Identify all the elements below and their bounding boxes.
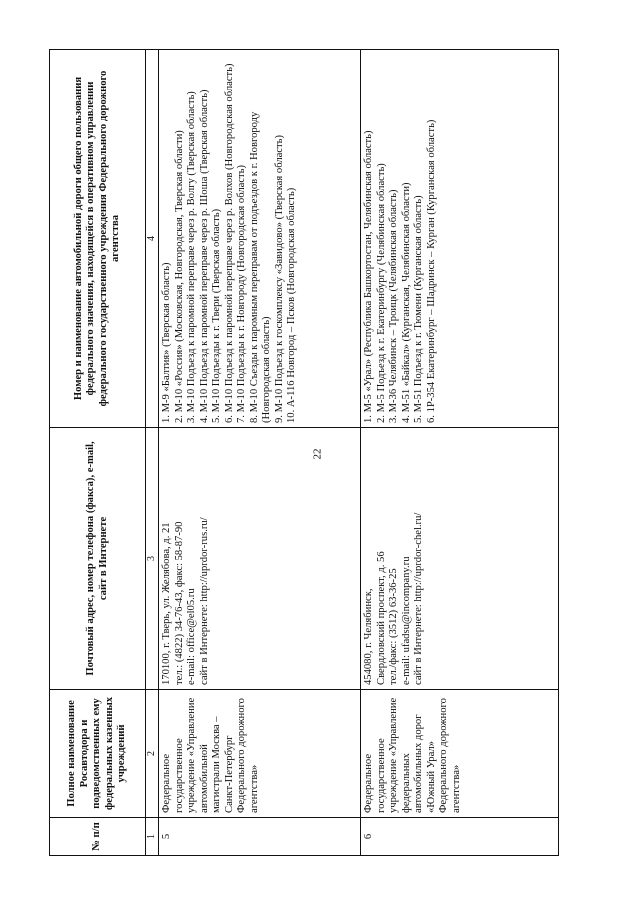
column-index: 2 bbox=[146, 690, 159, 818]
column-index: 1 bbox=[146, 818, 159, 856]
road-list bbox=[159, 50, 361, 428]
road-item: 5. М-51 Подъезд к г. Тюмени (Курганская область) bbox=[413, 195, 424, 423]
column-index: 4 bbox=[146, 50, 159, 428]
contact-line: 170100, г. Тверь, ул. Желябова, д. 21 bbox=[161, 522, 172, 685]
column-index-row bbox=[146, 50, 159, 856]
header-name: Полное наименование Росавтодора и подведомственных ему федеральных казенных учреждений bbox=[50, 690, 146, 818]
contact-line: Свердловский проспект, д. 56 bbox=[375, 551, 387, 685]
row-number: 6 bbox=[361, 818, 559, 856]
agencies-table bbox=[49, 49, 559, 856]
road-item: 6. М-10 Подъезд к паромной переправе через р. Волхов (Новгородская область) bbox=[223, 63, 235, 423]
header-roads: Номер и наименование автомобильной дороги общего пользования федерального значения, находящейся в оперативном управлении федерального государственного учреждения Федерального дорожного агентства bbox=[50, 50, 146, 428]
contact-line: 454080, г. Челябинск, bbox=[363, 588, 374, 685]
road-item: 7. М-10 Подъезды к г. Новгороду (Новгородская область) bbox=[236, 164, 247, 423]
road-item: 8. М-10 Съезды к паромным переправам от подъездов к г. Новгороду (Новгородская область) bbox=[248, 111, 272, 423]
table-row bbox=[159, 50, 361, 856]
road-item: 3. М-10 Подъезд к паромной переправе через р. Волгу (Тверская область) bbox=[186, 91, 197, 423]
road-item: 6. 1Р-354 Екатеринбург – Шадринск – Курган (Курганская область) bbox=[425, 119, 437, 423]
table-row bbox=[361, 50, 559, 856]
page-number: 22 bbox=[311, 448, 324, 460]
road-item: 10. А-116 Новгород – Псков (Новгородская область) bbox=[286, 187, 297, 423]
agency-name: Федеральное государственное учреждение «Управление автомобильной магистрали Москва – Санкт-Петербург Федерального дорожного агентства» bbox=[159, 690, 361, 818]
road-item: 4. М-10 Подъезд к паромной переправе через р. Шоша (Тверская область) bbox=[198, 89, 210, 423]
road-item: 4. М-51 «Байкал» (Курганская, Челябинская области) bbox=[400, 182, 412, 423]
road-item: 3. М-36 Челябинск – Троицк (Челябинская область) bbox=[388, 189, 399, 423]
road-item: 9. М-10 Подъезд к госкомплексу «Завидово» (Тверская область) bbox=[273, 134, 285, 423]
contact-line: тел./факс: (3512) 63-36-25 bbox=[388, 568, 399, 685]
table-header-row bbox=[50, 50, 146, 856]
contact-line: e-mail: office@el05.ru bbox=[186, 588, 197, 685]
contact-line: сайт в Интернете: http://uprdor-rus.ru/ bbox=[198, 517, 210, 685]
road-item: 1. М-5 «Урал» (Республика Башкортостан, Челябинская область) bbox=[363, 130, 374, 423]
road-list bbox=[361, 50, 559, 428]
road-item: 2. М-5 Подъезд к г. Екатеринбургу (Челябинская область) bbox=[375, 163, 387, 423]
agency-contacts bbox=[159, 428, 361, 690]
agency-name: Федеральное государственное учреждение «Управление федеральных автомобильных дорог «Южный Урал» Федерального дорожного агентства» bbox=[361, 690, 559, 818]
contact-line: e-mail: ufadsu@incompany.ru bbox=[400, 556, 412, 685]
column-index: 3 bbox=[146, 428, 159, 690]
road-item: 2. М-10 «Россия» (Московская, Новгородская, Тверская области) bbox=[173, 130, 185, 423]
agency-contacts bbox=[361, 428, 559, 690]
contact-line: сайт в Интернете: http://uprdor-chel.ru/ bbox=[413, 512, 424, 685]
header-contacts: Почтовый адрес, номер телефона (факса), e-mail, сайт в Интернете bbox=[50, 428, 146, 690]
contact-line: тел.: (4822) 34-76-43, факс: 58-87-90 bbox=[173, 521, 185, 685]
road-item: 1. М-9 «Балтия» (Тверская область) bbox=[161, 262, 172, 423]
rotated-table-container bbox=[49, 50, 559, 856]
row-number: 5 bbox=[159, 818, 361, 856]
road-item: 5. М-10 Подъезды к г. Твери (Тверская область) bbox=[211, 208, 222, 423]
header-num: № п/п bbox=[50, 818, 146, 856]
